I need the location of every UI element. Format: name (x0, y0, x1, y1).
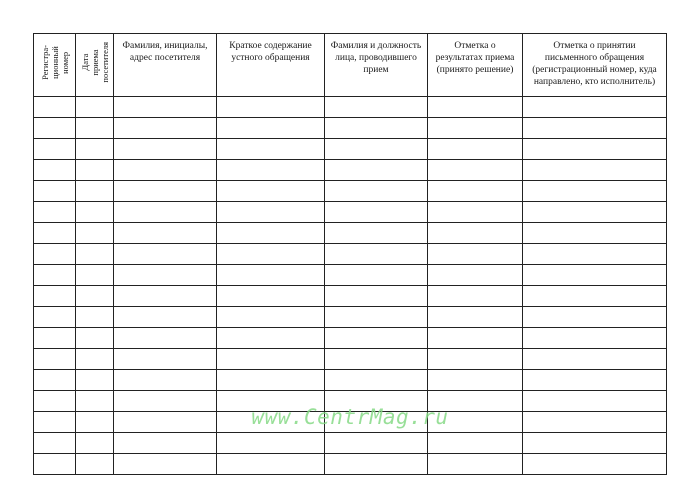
table-cell (325, 97, 428, 118)
table-cell (325, 118, 428, 139)
header-oral-appeal-summary (217, 34, 325, 97)
table-row (34, 118, 667, 139)
header-official-name-position (325, 34, 428, 97)
table-cell (428, 349, 523, 370)
table-cell (114, 433, 217, 454)
table-cell (76, 202, 114, 223)
table-row (34, 160, 667, 181)
table-cell (523, 139, 667, 160)
table-cell (34, 265, 76, 286)
table-cell (217, 202, 325, 223)
table-row (34, 328, 667, 349)
table-cell (34, 118, 76, 139)
table-cell (523, 181, 667, 202)
table-cell (114, 286, 217, 307)
table-cell (428, 370, 523, 391)
header-registration-number-label: Регистра- ционный номер (39, 44, 70, 80)
table-cell (114, 97, 217, 118)
table-cell (34, 370, 76, 391)
table-cell (428, 181, 523, 202)
table-cell (34, 433, 76, 454)
table-cell (428, 223, 523, 244)
table-cell (217, 181, 325, 202)
table-cell (217, 433, 325, 454)
table-cell (217, 265, 325, 286)
table-cell (428, 286, 523, 307)
table-row (34, 139, 667, 160)
table-row (34, 265, 667, 286)
table-row (34, 244, 667, 265)
table-cell (523, 370, 667, 391)
header-written-appeal-note-label: Отметка о принятии письменного обращения (регистрационный номер, куда направлено, кто исполнитель) (532, 41, 657, 87)
table-cell (325, 160, 428, 181)
table-cell (76, 265, 114, 286)
table-cell (34, 223, 76, 244)
table-cell (325, 223, 428, 244)
table-cell (428, 265, 523, 286)
table-cell (217, 328, 325, 349)
table-cell (523, 202, 667, 223)
table-cell (523, 433, 667, 454)
table-cell (325, 181, 428, 202)
header-reception-result (428, 34, 523, 97)
table-cell (76, 223, 114, 244)
table-row (34, 349, 667, 370)
table-cell (325, 307, 428, 328)
table-cell (428, 328, 523, 349)
header-registration-number (34, 34, 76, 97)
table-cell (114, 223, 217, 244)
table-cell (114, 160, 217, 181)
table-cell (34, 97, 76, 118)
table-cell (114, 370, 217, 391)
table-cell (217, 370, 325, 391)
table-cell (523, 97, 667, 118)
table-cell (428, 118, 523, 139)
table-cell (114, 202, 217, 223)
table-cell (523, 454, 667, 475)
table-cell (76, 160, 114, 181)
table-cell (34, 202, 76, 223)
table-row (34, 97, 667, 118)
table-cell (428, 433, 523, 454)
table-row (34, 202, 667, 223)
table-cell (523, 328, 667, 349)
table-cell (325, 202, 428, 223)
table-cell (76, 454, 114, 475)
table-cell (114, 118, 217, 139)
table-cell (428, 307, 523, 328)
header-visitor-name-address (114, 34, 217, 97)
table-cell (523, 349, 667, 370)
table-cell (76, 181, 114, 202)
table-cell (428, 454, 523, 475)
table-cell (34, 181, 76, 202)
table-cell (217, 454, 325, 475)
table-header-row (34, 34, 667, 97)
table-cell (34, 139, 76, 160)
table-cell (76, 139, 114, 160)
table-cell (523, 223, 667, 244)
table-cell (114, 307, 217, 328)
table-cell (325, 244, 428, 265)
table-cell (217, 307, 325, 328)
table-cell (34, 328, 76, 349)
table-cell (34, 454, 76, 475)
table-cell (76, 307, 114, 328)
table-cell (76, 97, 114, 118)
table-row (34, 307, 667, 328)
header-reception-result-label: Отметка о результатах приема (принято решение) (435, 41, 515, 75)
table-cell (217, 97, 325, 118)
table-cell (523, 307, 667, 328)
table-cell (428, 202, 523, 223)
table-cell (217, 244, 325, 265)
table-cell (76, 118, 114, 139)
table-row (34, 181, 667, 202)
table-row (34, 286, 667, 307)
table-cell (325, 433, 428, 454)
table-cell (34, 307, 76, 328)
table-cell (325, 265, 428, 286)
table-row (34, 454, 667, 475)
table-row (34, 223, 667, 244)
table-cell (523, 244, 667, 265)
table-cell (217, 349, 325, 370)
table-cell (34, 160, 76, 181)
table-cell (325, 328, 428, 349)
table-cell (34, 244, 76, 265)
table-cell (217, 160, 325, 181)
table-cell (523, 286, 667, 307)
table-row (34, 370, 667, 391)
table-cell (428, 97, 523, 118)
table-cell (217, 286, 325, 307)
table-cell (428, 139, 523, 160)
table-cell (217, 223, 325, 244)
header-visitor-name-address-label: Фамилия, инициалы, адрес посетителя (122, 41, 208, 63)
table-cell (76, 286, 114, 307)
table-cell (428, 160, 523, 181)
table-cell (114, 181, 217, 202)
table-cell (428, 244, 523, 265)
header-written-appeal-note (523, 34, 667, 97)
table-cell (76, 433, 114, 454)
table-cell (114, 244, 217, 265)
table-cell (34, 286, 76, 307)
table-cell (523, 265, 667, 286)
table-cell (325, 370, 428, 391)
table-cell (523, 160, 667, 181)
table-cell (325, 454, 428, 475)
table-cell (217, 118, 325, 139)
table-cell (114, 454, 217, 475)
table-cell (114, 139, 217, 160)
header-official-name-position-label: Фамилия и должность лица, проводившего прием (330, 41, 422, 75)
table-row (34, 433, 667, 454)
header-visit-date-label: Дата приема посетителя (79, 41, 110, 83)
table-cell (34, 349, 76, 370)
header-oral-appeal-summary-label: Краткое содержание устного обращения (229, 41, 312, 63)
table-cell (114, 328, 217, 349)
table-cell (76, 328, 114, 349)
site-watermark: www.CentrMag.ru (251, 405, 449, 429)
table-cell (523, 118, 667, 139)
table-cell (76, 370, 114, 391)
table-cell (114, 265, 217, 286)
table-cell (325, 286, 428, 307)
header-visit-date (76, 34, 114, 97)
table-cell (114, 349, 217, 370)
table-cell (76, 244, 114, 265)
table-cell (217, 139, 325, 160)
table-cell (76, 349, 114, 370)
table-cell (325, 349, 428, 370)
table-cell (325, 139, 428, 160)
